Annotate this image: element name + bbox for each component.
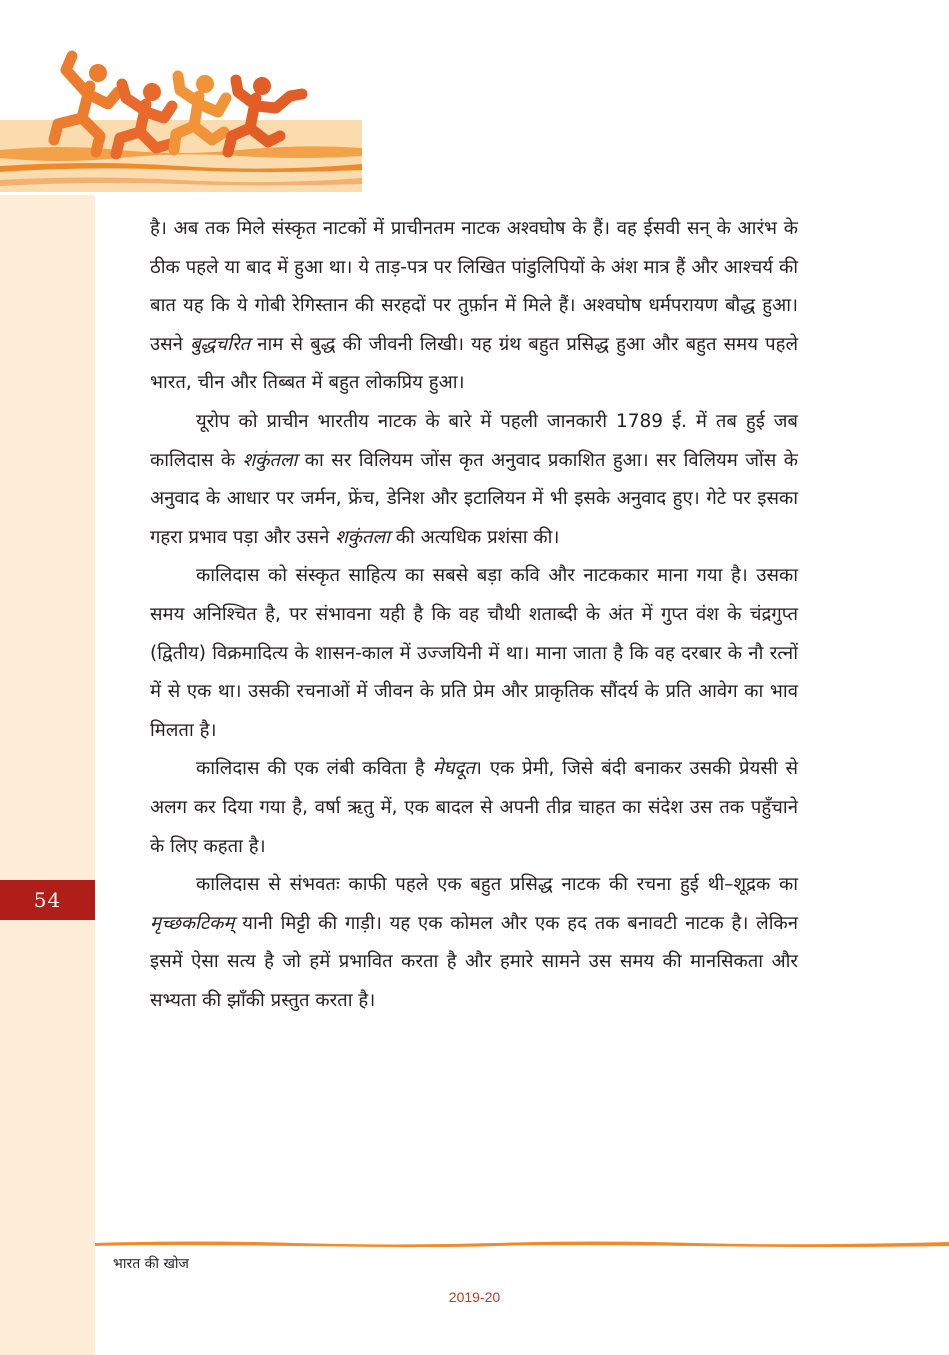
- paragraph: [150, 210, 798, 403]
- page-number: 54: [0, 880, 95, 920]
- paragraph: [150, 557, 798, 750]
- text-run: है। अब तक मिले संस्कृत नाटकों में प्राचीनतम नाटक अश्वघोष के हैं। वह ईसवी सन् के आरंभ के ठीक पहले या बाद में हुआ था। ये ताड़-पत्र पर लिखित पांडुलिपियों के अंश मात्र हैं और आश्चर्य की बात यह कि ये गोबी रेगिस्तान की सरहदों पर तुर्फ़ान में मिले हैं। अश्वघोष धर्मपरायण बौद्ध हुआ। उसने: [150, 218, 798, 355]
- paragraph: [150, 403, 798, 557]
- paragraph: [150, 866, 798, 1020]
- italic-title: शकुंतला: [242, 449, 298, 471]
- side-margin-strip: [0, 195, 95, 1355]
- italic-title: मृच्छकटिकम्: [150, 912, 235, 934]
- text-run: यानी मिट्टी की गाड़ी। यह एक कोमल और एक हद तक बनावटी नाटक है। लेकिन इसमें ऐसा सत्य है जो हमें प्रभावित करता है और हमारे सामने उस समय की मानसिकता और सभ्यता की झाँकी प्रस्तुत करता है।: [150, 912, 798, 1011]
- text-run: । एक प्रेमी, जिसे बंदी बनाकर उसकी प्रेयसी से अलग कर दिया गया है, वर्षा ऋतु में, एक बादल से अपनी तीव्र चाहत का संदेश उस तक पहुँचाने के लिए कहता है।: [150, 758, 799, 857]
- footer-rule: [95, 1238, 949, 1250]
- text-run: कालिदास से संभवतः काफी पहले एक बहुत प्रसिद्ध नाटक की रचना हुई थी–शूद्रक का: [196, 874, 798, 896]
- book-title: भारत की खोज: [113, 1256, 189, 1272]
- text-run: कालिदास की एक लंबी कविता है: [196, 758, 433, 780]
- text-run: का सर विलियम जोंस कृत अनुवाद प्रकाशित हुआ। सर विलियम जोंस के अनुवाद के आधार पर जर्मन, फ्रेंच, डेनिश और इटालियन में भी इसके अनुवाद हुए। गेटे पर इसका गहरा प्रभाव पड़ा और उसने: [150, 449, 798, 548]
- text-run: की अत्यधिक प्रशंसा की।: [389, 526, 560, 548]
- text-run: कालिदास को संस्कृत साहित्य का सबसे बड़ा कवि और नाटककार माना गया है। उसका समय अनिश्चित है, पर संभावना यही है कि वह चौथी शताब्दी के अंत में गुप्त वंश के चंद्रगुप्त (द्वितीय) विक्रमादित्य के शासन-काल में उज्जयिनी में था। माना जाता है कि वह दरबार के नौ रत्नों में से एक था। उसकी रचनाओं में जीवन के प्रति प्रेम और प्राकृतिक सौंदर्य के प्रति आवेग का भाव मिलता है।: [150, 565, 798, 741]
- text-run: यूरोप को प्राचीन भारतीय नाटक के बारे में पहली जानकारी 1789 ई. में तब हुई जब कालिदास के: [150, 410, 798, 471]
- text-run: नाम से बुद्ध की जीवनी लिखी। यह ग्रंथ बहुत प्रसिद्ध हुआ और बहुत समय पहले भारत, चीन और तिब्बत में बहुत लोकप्रिय हुआ।: [150, 333, 798, 394]
- running-figures-illustration: [0, 0, 362, 200]
- italic-title: शकुंतला: [335, 526, 390, 548]
- edition-year: 2019-20: [448, 1289, 501, 1305]
- paragraph: [150, 750, 798, 866]
- italic-title: बुद्धचरित: [190, 333, 251, 355]
- main-text: [150, 210, 798, 1020]
- italic-title: मेघदूत: [432, 758, 475, 780]
